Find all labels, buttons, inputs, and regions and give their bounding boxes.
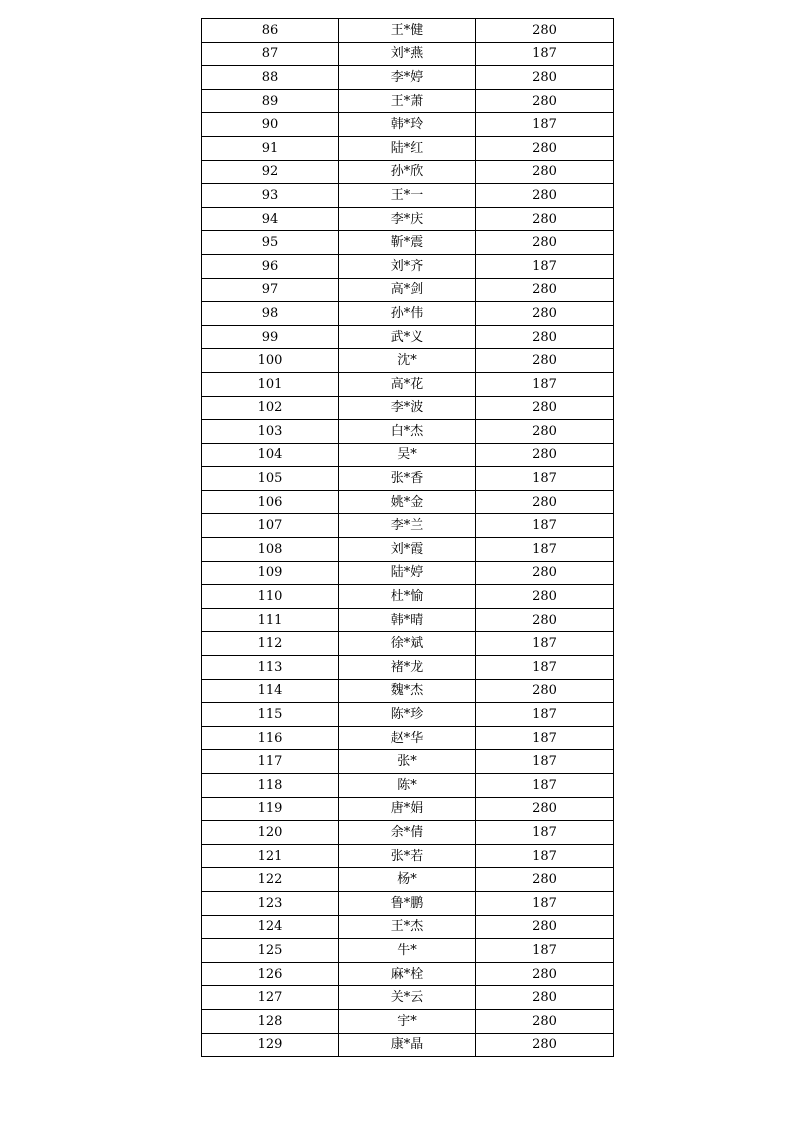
table-row (202, 703, 614, 727)
name-cell: 李*波 (339, 396, 476, 420)
amount-cell: 280 (476, 585, 614, 609)
amount-cell: 187 (476, 254, 614, 278)
name-cell: 张*香 (339, 467, 476, 491)
name-cell: 关*云 (339, 986, 476, 1010)
name-cell: 沈* (339, 349, 476, 373)
amount-cell: 280 (476, 1033, 614, 1057)
table-row (202, 844, 614, 868)
row-number-cell: 103 (202, 420, 339, 444)
table-row (202, 207, 614, 231)
table-row (202, 160, 614, 184)
name-cell: 陈* (339, 774, 476, 798)
table-row (202, 608, 614, 632)
amount-cell: 280 (476, 1009, 614, 1033)
row-number-cell: 110 (202, 585, 339, 609)
name-cell: 徐*斌 (339, 632, 476, 656)
row-number-cell: 89 (202, 89, 339, 113)
amount-cell: 187 (476, 891, 614, 915)
amount-cell: 187 (476, 113, 614, 137)
amount-cell: 187 (476, 514, 614, 538)
name-cell: 褚*龙 (339, 656, 476, 680)
amount-cell: 187 (476, 656, 614, 680)
amount-cell: 280 (476, 136, 614, 160)
row-number-cell: 105 (202, 467, 339, 491)
table-row (202, 939, 614, 963)
amount-cell: 187 (476, 821, 614, 845)
table-row (202, 868, 614, 892)
table-row (202, 254, 614, 278)
amount-cell: 280 (476, 490, 614, 514)
amount-cell: 187 (476, 42, 614, 66)
name-cell: 王*杰 (339, 915, 476, 939)
row-number-cell: 109 (202, 561, 339, 585)
name-cell: 李*庆 (339, 207, 476, 231)
amount-cell: 187 (476, 844, 614, 868)
table-row (202, 1009, 614, 1033)
row-number-cell: 90 (202, 113, 339, 137)
name-cell: 张*若 (339, 844, 476, 868)
amount-cell: 280 (476, 396, 614, 420)
row-number-cell: 114 (202, 679, 339, 703)
name-cell: 王*健 (339, 19, 476, 43)
name-cell: 陈*珍 (339, 703, 476, 727)
row-number-cell: 91 (202, 136, 339, 160)
amount-cell: 280 (476, 443, 614, 467)
row-number-cell: 121 (202, 844, 339, 868)
table-row (202, 325, 614, 349)
name-cell: 靳*震 (339, 231, 476, 255)
amount-cell: 187 (476, 939, 614, 963)
amount-cell: 280 (476, 325, 614, 349)
row-number-cell: 126 (202, 962, 339, 986)
name-cell: 陆*红 (339, 136, 476, 160)
row-number-cell: 96 (202, 254, 339, 278)
table-row (202, 821, 614, 845)
table-row (202, 19, 614, 43)
table-row (202, 467, 614, 491)
table-row (202, 915, 614, 939)
table-row (202, 490, 614, 514)
amount-cell: 280 (476, 66, 614, 90)
name-cell: 韩*晴 (339, 608, 476, 632)
amount-cell: 280 (476, 19, 614, 43)
name-cell: 刘*燕 (339, 42, 476, 66)
table-row (202, 797, 614, 821)
table-row (202, 891, 614, 915)
amount-cell: 280 (476, 420, 614, 444)
amount-cell: 280 (476, 561, 614, 585)
amount-cell: 280 (476, 278, 614, 302)
name-cell: 李*婷 (339, 66, 476, 90)
name-cell: 张* (339, 750, 476, 774)
amount-cell: 187 (476, 538, 614, 562)
row-number-cell: 113 (202, 656, 339, 680)
table-row (202, 726, 614, 750)
amount-cell: 187 (476, 372, 614, 396)
name-cell: 吴* (339, 443, 476, 467)
row-number-cell: 118 (202, 774, 339, 798)
name-cell: 孙*欣 (339, 160, 476, 184)
name-cell: 刘*齐 (339, 254, 476, 278)
table-row (202, 136, 614, 160)
row-number-cell: 117 (202, 750, 339, 774)
amount-cell: 280 (476, 160, 614, 184)
row-number-cell: 124 (202, 915, 339, 939)
name-cell: 李*兰 (339, 514, 476, 538)
row-number-cell: 104 (202, 443, 339, 467)
row-number-cell: 125 (202, 939, 339, 963)
table-row (202, 538, 614, 562)
name-cell: 武*义 (339, 325, 476, 349)
amount-cell: 280 (476, 797, 614, 821)
name-cell: 韩*玲 (339, 113, 476, 137)
amount-cell: 187 (476, 703, 614, 727)
table-row (202, 679, 614, 703)
amount-cell: 187 (476, 726, 614, 750)
name-cell: 陆*婷 (339, 561, 476, 585)
table-row (202, 585, 614, 609)
amount-cell: 280 (476, 608, 614, 632)
table-row (202, 349, 614, 373)
row-number-cell: 99 (202, 325, 339, 349)
table-row (202, 986, 614, 1010)
row-number-cell: 112 (202, 632, 339, 656)
amount-cell: 187 (476, 774, 614, 798)
row-number-cell: 102 (202, 396, 339, 420)
row-number-cell: 120 (202, 821, 339, 845)
row-number-cell: 127 (202, 986, 339, 1010)
amount-cell: 280 (476, 962, 614, 986)
table-row (202, 66, 614, 90)
table-row (202, 514, 614, 538)
row-number-cell: 123 (202, 891, 339, 915)
row-number-cell: 115 (202, 703, 339, 727)
row-number-cell: 129 (202, 1033, 339, 1057)
row-number-cell: 87 (202, 42, 339, 66)
row-number-cell: 101 (202, 372, 339, 396)
row-number-cell: 119 (202, 797, 339, 821)
name-cell: 刘*霞 (339, 538, 476, 562)
row-number-cell: 106 (202, 490, 339, 514)
table-row (202, 396, 614, 420)
table-row (202, 656, 614, 680)
row-number-cell: 95 (202, 231, 339, 255)
name-cell: 王*萧 (339, 89, 476, 113)
amount-cell: 187 (476, 467, 614, 491)
table-row (202, 561, 614, 585)
name-cell: 姚*金 (339, 490, 476, 514)
name-cell: 高*剑 (339, 278, 476, 302)
roster-table-body (202, 19, 614, 1057)
name-cell: 杨* (339, 868, 476, 892)
row-number-cell: 108 (202, 538, 339, 562)
table-row (202, 278, 614, 302)
amount-cell: 280 (476, 915, 614, 939)
row-number-cell: 107 (202, 514, 339, 538)
amount-cell: 280 (476, 302, 614, 326)
row-number-cell: 93 (202, 184, 339, 208)
table-row (202, 302, 614, 326)
amount-cell: 187 (476, 632, 614, 656)
row-number-cell: 88 (202, 66, 339, 90)
name-cell: 杜*愉 (339, 585, 476, 609)
name-cell: 余*倩 (339, 821, 476, 845)
table-row (202, 113, 614, 137)
amount-cell: 280 (476, 986, 614, 1010)
row-number-cell: 116 (202, 726, 339, 750)
amount-cell: 280 (476, 231, 614, 255)
name-cell: 高*花 (339, 372, 476, 396)
row-number-cell: 122 (202, 868, 339, 892)
amount-cell: 280 (476, 349, 614, 373)
name-cell: 牛* (339, 939, 476, 963)
name-cell: 康*晶 (339, 1033, 476, 1057)
amount-cell: 280 (476, 184, 614, 208)
amount-cell: 280 (476, 207, 614, 231)
name-cell: 唐*娟 (339, 797, 476, 821)
table-row (202, 184, 614, 208)
name-cell: 宇* (339, 1009, 476, 1033)
row-number-cell: 92 (202, 160, 339, 184)
row-number-cell: 86 (202, 19, 339, 43)
row-number-cell: 98 (202, 302, 339, 326)
table-row (202, 443, 614, 467)
amount-cell: 280 (476, 679, 614, 703)
table-row (202, 632, 614, 656)
row-number-cell: 100 (202, 349, 339, 373)
row-number-cell: 97 (202, 278, 339, 302)
amount-cell: 280 (476, 868, 614, 892)
table-row (202, 42, 614, 66)
table-row (202, 1033, 614, 1057)
table-row (202, 89, 614, 113)
name-cell: 麻*栓 (339, 962, 476, 986)
row-number-cell: 111 (202, 608, 339, 632)
amount-cell: 280 (476, 89, 614, 113)
name-cell: 魏*杰 (339, 679, 476, 703)
row-number-cell: 94 (202, 207, 339, 231)
amount-cell: 187 (476, 750, 614, 774)
name-cell: 白*杰 (339, 420, 476, 444)
table-row (202, 750, 614, 774)
name-cell: 鲁*鹏 (339, 891, 476, 915)
table-row (202, 420, 614, 444)
name-cell: 赵*华 (339, 726, 476, 750)
table-row (202, 962, 614, 986)
table-row (202, 372, 614, 396)
name-cell: 孙*伟 (339, 302, 476, 326)
roster-table (201, 18, 614, 1057)
table-row (202, 231, 614, 255)
name-cell: 王*一 (339, 184, 476, 208)
table-row (202, 774, 614, 798)
row-number-cell: 128 (202, 1009, 339, 1033)
